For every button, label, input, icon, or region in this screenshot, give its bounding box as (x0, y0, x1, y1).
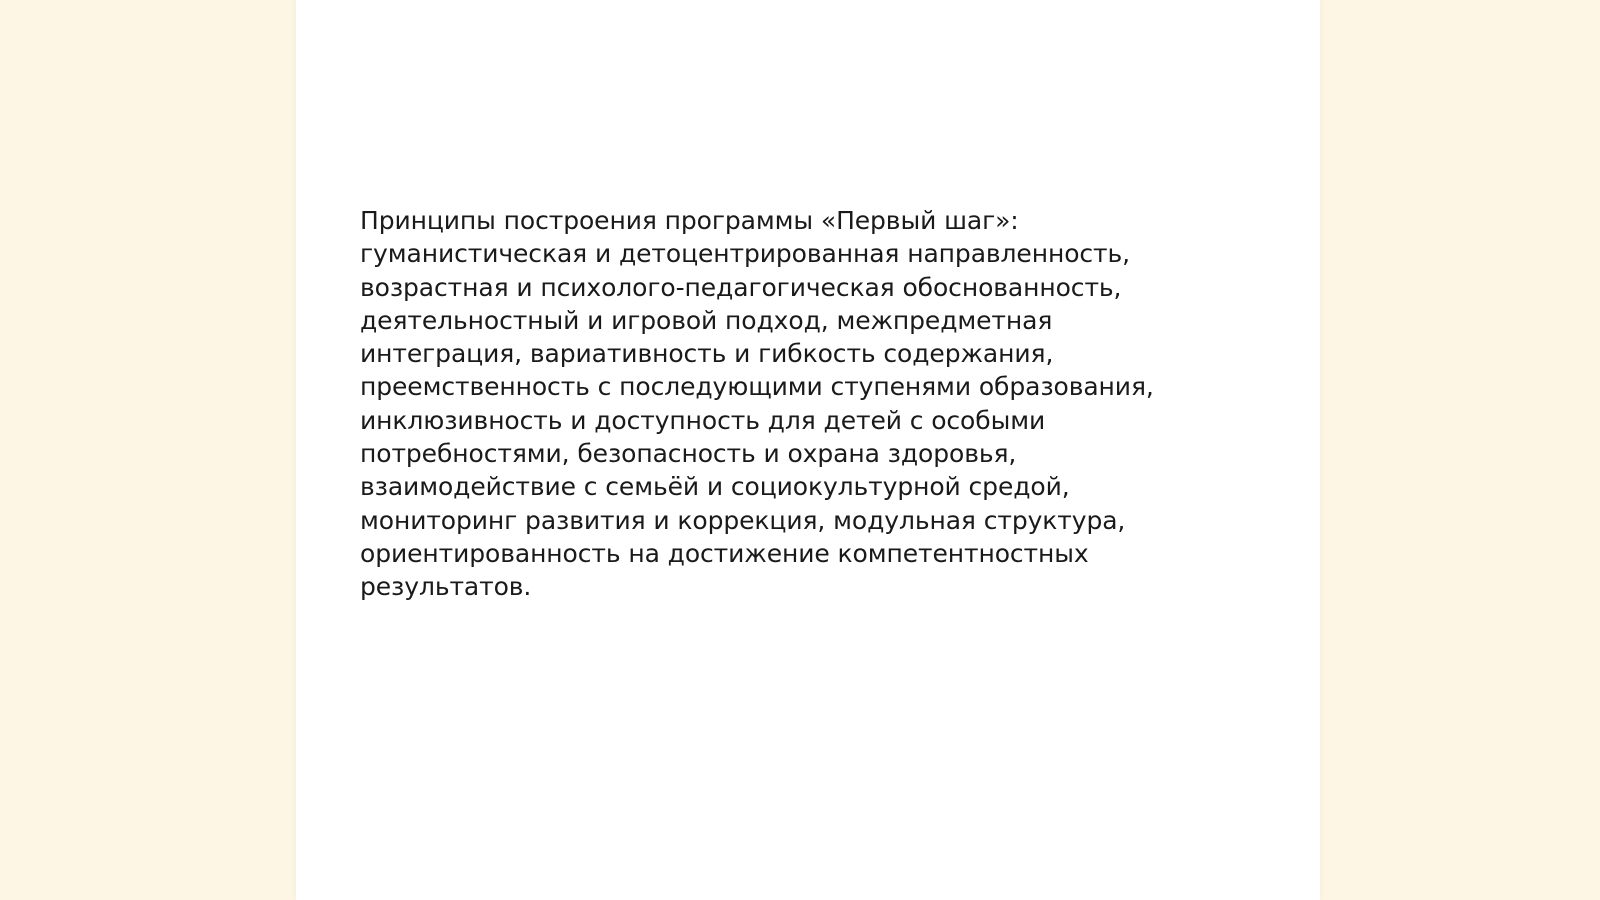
paragraph-line: Принципы построения программы «Первый шаг»: (360, 206, 1019, 235)
document-page (296, 0, 1320, 900)
paragraph-line: потребностями, безопасность и охрана здоровья, (360, 439, 1017, 469)
paragraph-line: деятельностный и игровой подход, межпредметная (360, 305, 1053, 335)
paragraph-line: мониторинг развития и коррекция, модульная структура, (360, 505, 1126, 535)
paragraph-line: интеграция, вариативность и гибкость содержания, (360, 339, 1054, 369)
paragraph-line: преемственность с последующими ступенями образования, (360, 372, 1154, 402)
paragraph-line: взаимодействие с семьёй и социокультурной средой, (360, 472, 1070, 502)
paragraph-line: инклюзивность и доступность для детей с особыми (360, 405, 1046, 435)
paragraph-line: возрастная и психолого-педагогическая обоснованность, (360, 272, 1122, 302)
paragraph-line: ориентированность на достижение компетентностных (360, 538, 1089, 568)
principles-paragraph (360, 204, 1260, 604)
paragraph-line: результатов. (360, 572, 532, 602)
paragraph-line: гуманистическая и детоцентрированная направленность, (360, 239, 1130, 269)
